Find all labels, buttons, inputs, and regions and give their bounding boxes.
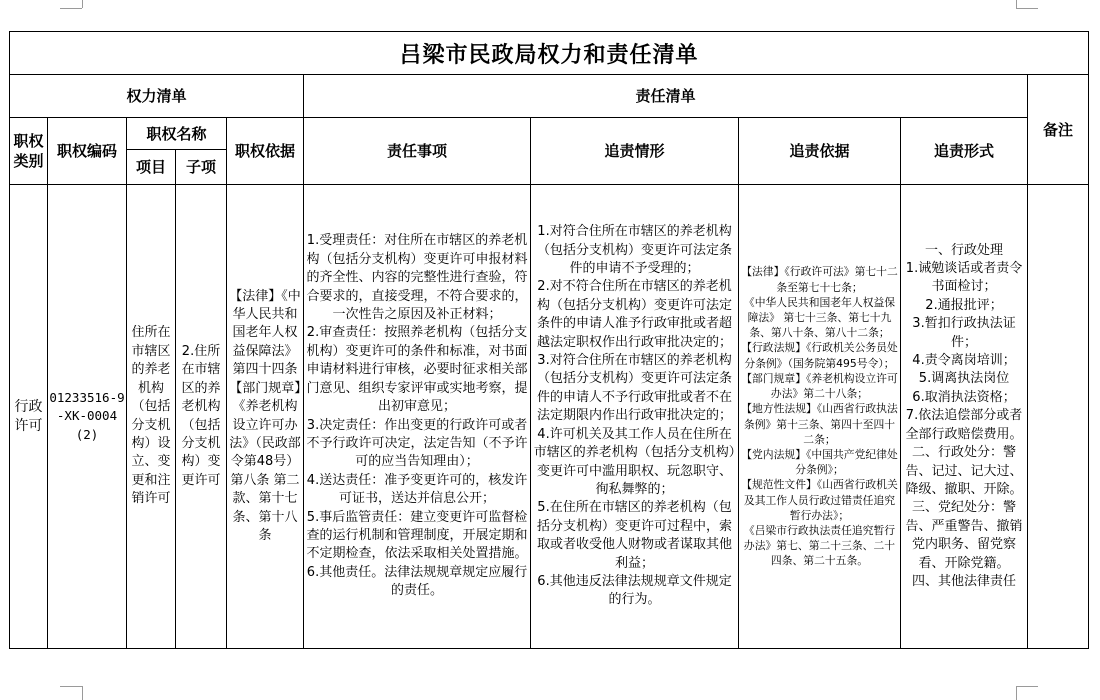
accountability-basis-item: 《中华人民共和国老年人权益保障法》 第七十三条、第七十九条、第八十条、第八十二条； [743, 295, 896, 340]
document-title: 吕梁市民政局权力和责任清单 [10, 32, 1089, 75]
power-list-header: 权力清单 [10, 75, 304, 118]
accountability-item: 6.其他违反法律法规规章文件规定的行为。 [537, 573, 732, 608]
crop-mark [60, 686, 82, 687]
power-name-header: 职权名称 [127, 118, 227, 150]
accountability-cell [531, 185, 739, 649]
basis-text: 【法律】《中华人民共和国老年人权益保障法》第四十四条 [229, 288, 301, 378]
duty-item: 2.审查责任：按照养老机构（包括分支机构）变更许可的条件和标准，对书面申请材料进行审核，必要时征求相关部门意见、组织专家评审或实地考察，提出初审意见； [306, 325, 528, 415]
accountability-basis-item: 【地方性法规】《山西省行政执法条例》第十三条、第四十至四十二条； [741, 402, 898, 446]
accountability-form-item: 4.责令离岗培训； [912, 353, 1016, 369]
duties-header: 责任事项 [304, 118, 531, 185]
crop-mark [1016, 686, 1038, 687]
crop-mark [60, 8, 82, 9]
duty-item: 4.送达责任：准予变更许可的，核发许可证书，送达并信息公开； [306, 472, 528, 507]
accountability-item: 4.许可机关及其工作人员在住所在市辖区的养老机构（包括分支机构）变更许可中滥用职权、玩忽职守、徇私舞弊的； [533, 426, 736, 497]
item-header: 项目 [127, 150, 176, 185]
accountability-item: 2.对不符合住所在市辖区的养老机构（包括分支机构）变更许可法定条件的申请人准予行政审批或者超越法定职权作出行政审批决定的； [536, 279, 732, 350]
accountability-form-item: 2.通报批评； [925, 297, 1003, 313]
accountability-item: 1.对符合住所在市辖区的养老机构（包括分支机构）变更许可法定条件的申请不予受理的； [536, 224, 732, 277]
accountability-item: 3.对符合住所在市辖区的养老机构（包括分支机构）变更许可法定条件的申请人不予行政审批或者不在法定期限内作出行政审批决定的； [536, 353, 732, 424]
duty-item: 1.受理责任：对住所在市辖区的养老机构（包括分支机构）变更许可申报材料的齐全性、内容的完整性进行查验，符合要求的，直接受理，不符合要求的，一次性告之原因及补正材料； [306, 233, 528, 323]
accountability-form-item: 7.依法追偿部分或者全部行政赔偿费用。 [905, 408, 1023, 442]
accountability-header: 追责情形 [531, 118, 739, 185]
crop-mark [1016, 686, 1017, 700]
category-cell: 行政许可 [10, 185, 48, 649]
basis-text: 【部门规章】《养老机构设立许可办法》（民政部令第48号）第八条 第二款、第十七条、第十八条 [229, 380, 301, 543]
note-cell [1028, 185, 1089, 649]
crop-mark [82, 686, 83, 700]
accountability-basis-item: 【党内法规】《中国共产党纪律处分条例》； [741, 447, 898, 477]
item-cell: 住所在市辖区的养老机构（包括分支机构）设立、变更和注销许可 [127, 185, 176, 649]
accountability-item: 5.在住所在市辖区的养老机构（包括分支机构）变更许可过程中，索取或者收受他人财物或者谋取其他利益； [536, 500, 732, 571]
code-header: 职权编码 [48, 118, 127, 185]
accountability-basis-item: 【规范性文件】《山西省行政机关及其工作人员行政过错责任追究暂行办法》； [741, 478, 898, 522]
accountability-basis-item: 【部门规章】《养老机构设立许可办法》第二十八条； [741, 371, 898, 401]
crop-mark [82, 0, 83, 8]
basis-cell [227, 185, 304, 649]
accountability-form-header: 追责形式 [901, 118, 1028, 185]
table-row [10, 185, 1089, 649]
accountability-form-item: 一、行政处理 [924, 242, 1003, 258]
accountability-basis-item: 《吕梁市行政执法责任追究暂行办法》第七、第二十三条、二十四条、第二十五条。 [743, 523, 896, 568]
duty-list-header: 责任清单 [304, 75, 1028, 118]
subitem-header: 子项 [176, 150, 227, 185]
accountability-form-item: 四、其他法律责任 [911, 573, 1016, 589]
category-header: 职权类别 [10, 118, 48, 185]
accountability-form-item: 3.暂扣行政执法证件； [912, 316, 1016, 350]
accountability-form-item: 6.取消执法资格； [912, 389, 1016, 405]
accountability-basis-item: 【法律】《行政许可法》第七十二条至第七十七条； [741, 265, 898, 294]
crop-mark [1016, 8, 1038, 9]
accountability-basis-header: 追责依据 [739, 118, 901, 185]
accountability-form-item: 5.调离执法岗位 [918, 371, 1010, 387]
subitem-cell: 2.住所在市辖区的养老机构（包括分支机构）变更许可 [176, 185, 227, 649]
duty-item: 3.决定责任：作出变更的行政许可或者不予行政许可决定，法定告知（不予许可的应当告知理由）； [306, 417, 528, 470]
accountability-basis-item: 【行政法规】《行政机关公务员处分条例》（国务院第495号令）； [741, 341, 898, 370]
accountability-form-item: 二、行政处分：警告、记过、记大过、降级、撤职、开除。 [905, 445, 1023, 497]
duty-item: 6.其他责任。法律法规规章规定应履行的责任。 [306, 564, 528, 599]
accountability-basis-cell [739, 185, 901, 649]
code-cell: 01233516-9-XK-0004(2) [48, 185, 127, 649]
accountability-form-item: 1.诫勉谈话或者责令书面检讨； [905, 261, 1023, 295]
duty-item: 5.事后监管责任：建立变更许可监督检查的运行机制和管理制度，开展定期和不定期检查，依法采取相关处置措施。 [306, 509, 528, 562]
basis-header: 职权依据 [227, 118, 304, 185]
duties-cell [304, 185, 531, 649]
power-duty-table [9, 31, 1089, 649]
crop-mark [1016, 0, 1017, 8]
accountability-form-cell [901, 185, 1028, 649]
accountability-form-item: 三、党纪处分：警告、严重警告、撤销党内职务、留党察看、开除党籍。 [905, 500, 1023, 571]
note-header: 备注 [1028, 75, 1089, 185]
